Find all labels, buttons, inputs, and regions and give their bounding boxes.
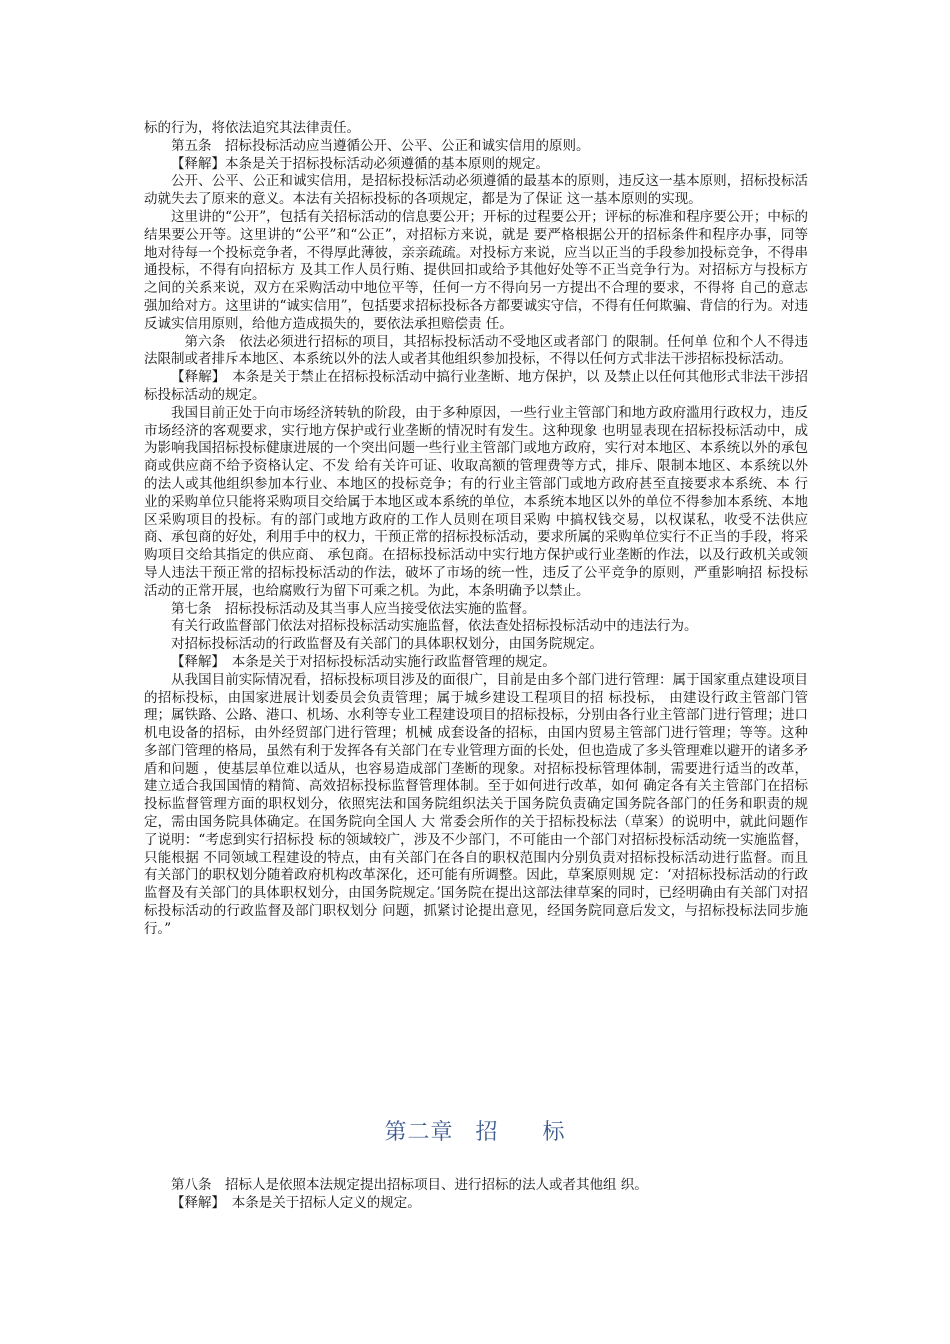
article-6-explanation-heading: 【释解】 本条是关于禁止在招标投标活动中搞行业垄断、地方保护，以 及禁止以任何其他形式非法干涉招标投标活动的规定。 <box>144 369 808 403</box>
article-7-explanation-heading: 【释解】 本条是关于对招标投标活动实施行政监督管理的规定。 <box>171 653 556 670</box>
chapter-name-char-2: 标 <box>542 1120 566 1145</box>
article-5-explanation-2: 这里讲的“公开”，包括有关招标活动的信息要公开；开标的过程要公开；评标的标准和程序要公开；中标的结果要公开等。这里讲的“公平”和“公正”，对招标方来说，就是 要严格根据公开的招标条件和程序办事，同等地对待每一个投标竞争者，不得厚此薄彼，亲亲疏疏。对投标方来说，应当以正当的手段参加投标竞争，不得串通投标，不得有向招标方 及其工作人员行贿、提供回扣或给予其他好处等不正当竞争行为。对招标方与投标方之间的关系来说，双方在采购活动中地位平等，任何一方不得向另一方提出不合理的要求，不得将 自己的意志强加给对方。这里讲的“诚实信用”，包括要求招标投标各方都要诚实守信，不得有任何欺骗、背信的行为。对违反诚实信用原则，给他方造成损失的，要依法承担赔偿责 任。 <box>144 208 808 332</box>
chapter-title <box>0 1115 950 1146</box>
article-7-clause-3: 对招标投标活动的行政监督及有关部门的具体职权划分，由国务院规定。 <box>171 636 603 653</box>
chapter-name-char-1: 招 <box>475 1120 499 1145</box>
article-5-explanation-heading: 【释解】本条是关于招标投标活动必须遵循的基本原则的规定。 <box>171 155 549 172</box>
article-5-explanation-1: 公开、公平、公正和诚实信用，是招标投标活动必须遵循的最基本的原则，违反这一基本原则，招标投标活动就失去了原来的意义。本法有关招标投标的各项规定，都是为了保证 这一基本原则的实现。 <box>144 173 808 208</box>
article-6-explanation-1: 我国目前正处于向市场经济转轨的阶段，由于多种原因，一些行业主管部门和地方政府滥用行政权力，违反市场经济的客观要求，实行地方保护或行业垄断的情况时有发生。这种现象 也明显表现在招标投标活动中，成为影响我国招标投标健康进展的一个突出问题一些行业主管部门或地方政府，实行对本地区、本系统以外的承包商或供应商不给予资格认定、不发 给有关许可证、收取高额的管理费等方式，排斥、限制本地区、本系统以外的法人或其他组织参加本行业、本地区的投标竞争；有的行业主管部门或地方政府甚至直接要求本系统、本 行业的采购单位只能将采购项目交给属于本地区或本系统的单位，本系统本地区以外的单位不得参加本系统、本地区采购项目的投标。有的部门或地方政府的工作人员则在项目采购 中搞权钱交易，以权谋私，收受不法供应商、承包商的好处，利用手中的权力，干预正常的招标投标活动，要求所属的采购单位实行不正当的手段，将采购项目交给其指定的供应商、 承包商。在招标投标活动中实行地方保护或行业垄断的作法，以及行政机关或领导人违法干预正常的招标投标活动的作法，破坏了市场的统一性，违反了公平竞争的原则，严重影响招 标投标活动的正常开展，也给腐败行为留下可乘之机。为此，本条明确予以禁止。 <box>144 404 808 599</box>
article-7-clause-2: 有关行政监督部门依法对招标投标活动实施监督，依法查处招标投标活动中的违法行为。 <box>171 618 698 635</box>
chapter-number: 第二章 <box>384 1120 454 1145</box>
paragraph-continuation: 标的行为，将依法追究其法律责任。 <box>144 120 360 136</box>
chapter-2-body <box>144 1177 808 1213</box>
document-body <box>144 120 808 939</box>
article-8-explanation-heading: 【释解】 本条是关于招标人定义的规定。 <box>171 1194 421 1211</box>
article-6: 第六条 依法必须进行招标的项目，其招标投标活动不受地区或者部门 的限制。任何单 位和个人不得违法限制或者排斥本地区、本系统以外的法人或者其他组织参加投标，不得以任何方式非法干涉招标投标活动。 <box>144 333 808 368</box>
article-5: 第五条 招标投标活动应当遵循公开、公平、公正和诚实信用的原则。 <box>171 137 590 154</box>
article-8: 第八条 招标人是依照本法规定提出招标项目、进行招标的法人或者其他组 织。 <box>171 1177 648 1193</box>
article-7-explanation-1: 从我国目前实际情况看，招标投标项目涉及的面很广，目前是由多个部门进行管理：属于国家重点建设项目的招标投标，由国家进展计划委员会负责管理；属于城乡建设工程项目的招 标投标， 由建设行政主管部门管理；属铁路、公路、港口、机场、水利等专业工程建设项目的招标投标，分别由各行业主管部门进行管理；进口机电设备的招标，由外经贸部门进行管理；机械 成套设备的招标，由国内贸易主管部门进行管理；等等。这种多部门管理的格局，虽然有利于发挥各有关部门在专业管理方面的长处，但也造成了多头管理难以避开的诸多矛盾和问题 ，使基层单位难以适从，也容易造成部门垄断的现象。对招标投标管理体制，需要进行适当的改革，建立适合我国国情的精简、高效招标投标监督管理体制。至于如何进行改革，如何 确定各有关主管部门在招标投标监督管理方面的职权划分，依照宪法和国务院组织法关于国务院负责确定国务院各部门的任务和职责的规定，需由国务院具体确定。在国务院向全国人 大 常委会所作的关于招标投标法（草案）的说明中，就此问题作了说明：“考虑到实行招标投 标的领域较广，涉及不少部门，不可能由一个部门对招标投标活动统一实施监督，只能根据 不同领域工程建设的特点，由有关部门在各自的职权范围内分别负责对招标投标活动进行监督。而且有关部门的职权划分随着政府机构改革深化，还可能有所调整。因此，草案原则规 定：‘对招标投标活动的行政监督及有关部门的具体职权划分，由国务院规定。’国务院在提出这部法律草案的同时，已经明确由有关部门对招标投标活动的行政监督及部门职权划分 问题，抓紧讨论提出意见，经国务院同意后发文，与招标投标法同步施行。” <box>144 671 808 937</box>
article-7: 第七条 招标投标活动及其当事人应当接受依法实施的监督。 <box>171 600 536 617</box>
